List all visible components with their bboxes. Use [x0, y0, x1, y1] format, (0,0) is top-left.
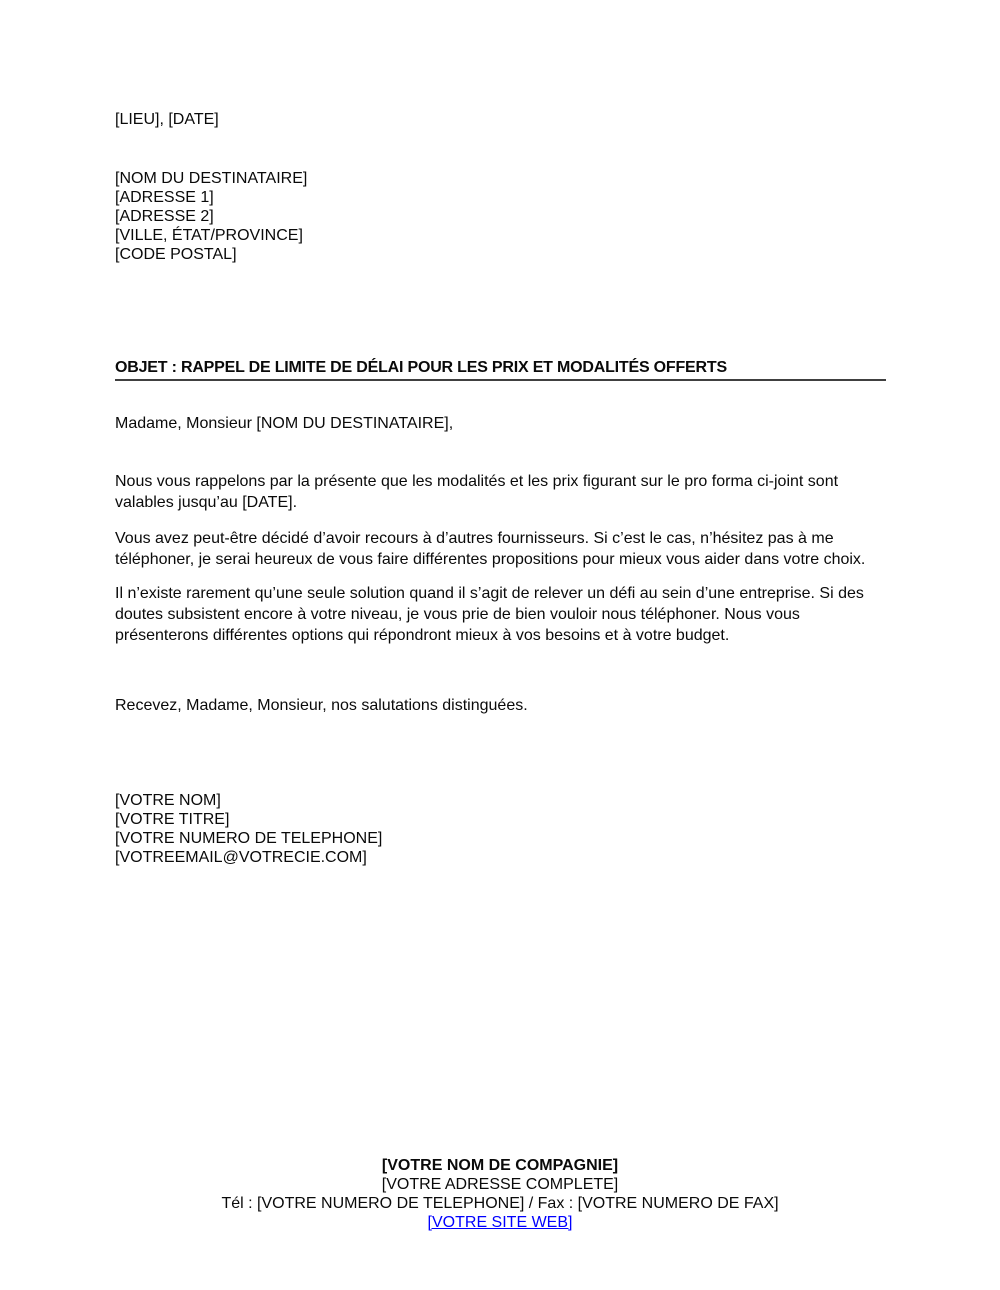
subject-line: OBJET : RAPPEL DE LIMITE DE DÉLAI POUR LES PRIX ET MODALITÉS OFFERTS: [115, 357, 886, 381]
signature-title-line: [VOTRE TITRE]: [115, 811, 230, 828]
body-paragraph-3: Il n’existe rarement qu’une seule solution quand il s’agit de relever un défi au sein d’une entreprise. Si des doutes subsistent encore à votre niveau, je vous prie de bien vouloir nous téléphoner. Nous vous présenterons différentes options qui répondront mieux à vos besoins et à votre budget.: [115, 585, 864, 644]
footer-address: [VOTRE ADRESSE COMPLETE]: [381, 1176, 619, 1193]
recipient-city-line: [VILLE, ÉTAT/PROVINCE]: [115, 227, 303, 244]
footer-block: [0, 1156, 1000, 1232]
website-link[interactable]: [VOTRE SITE WEB]: [427, 1214, 573, 1231]
signature-phone-line: [VOTRE NUMERO DE TELEPHONE]: [115, 830, 383, 847]
date-line: [LIEU], [DATE]: [115, 111, 219, 128]
signature-name-line: [VOTRE NOM]: [115, 792, 221, 809]
recipient-address1-line: [ADRESSE 1]: [115, 189, 214, 206]
signature-email-line: [VOTREEMAIL@VOTRECIE.COM]: [115, 849, 367, 866]
body-paragraph-2: Vous avez peut-être décidé d’avoir recours à d’autres fournisseurs. Si c’est le cas, n’hésitez pas à me téléphoner, je serai heureux de vous faire différentes propositions pour mieux vous aider dans votre choix.: [115, 530, 866, 568]
body-paragraph-1: Nous vous rappelons par la présente que les modalités et les prix figurant sur le pro forma ci-joint sont valables jusqu’au [DATE].: [115, 473, 839, 511]
recipient-block: [115, 169, 307, 264]
footer-tel-fax: Tél : [VOTRE NUMERO DE TELEPHONE] / Fax : [VOTRE NUMERO DE FAX]: [221, 1195, 779, 1212]
closing-line: Recevez, Madame, Monsieur, nos salutations distinguées.: [115, 697, 528, 714]
recipient-address2-line: [ADRESSE 2]: [115, 208, 214, 225]
signature-block: [115, 791, 382, 867]
recipient-name-line: [NOM DU DESTINATAIRE]: [115, 170, 308, 187]
footer-company: [VOTRE NOM DE COMPAGNIE]: [381, 1157, 619, 1174]
salutation: Madame, Monsieur [NOM DU DESTINATAIRE],: [115, 415, 454, 432]
recipient-postal-line: [CODE POSTAL]: [115, 246, 237, 263]
